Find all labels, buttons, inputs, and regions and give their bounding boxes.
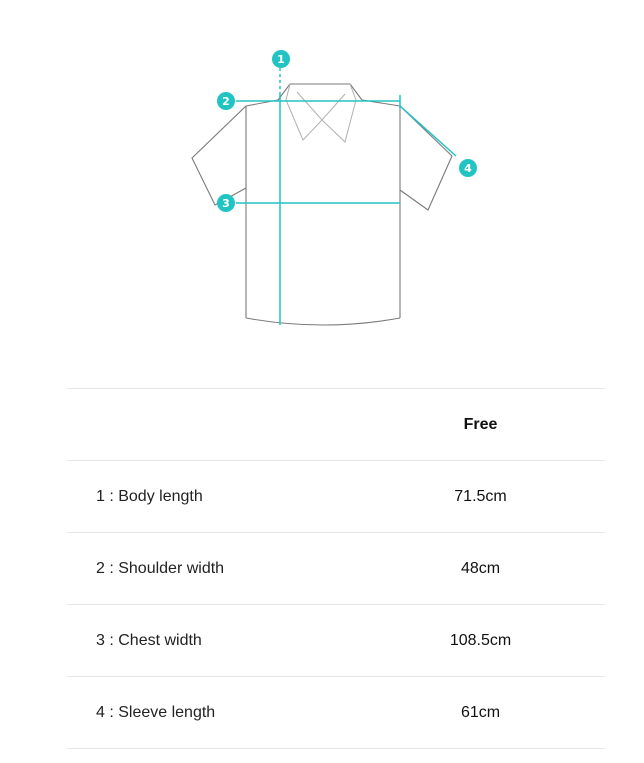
row-value: 61cm [356, 677, 605, 749]
shirt-outline-illustration [0, 0, 644, 345]
row-value: 71.5cm [356, 461, 605, 533]
row-label: 1 : Body length [67, 461, 356, 533]
header-size-free: Free [356, 389, 605, 461]
row-value: 48cm [356, 533, 605, 605]
table-row [67, 677, 605, 749]
size-table [67, 388, 605, 749]
collar-lapels [286, 84, 356, 142]
measurement-diagram [0, 0, 644, 345]
table-row [67, 461, 605, 533]
table-row [67, 605, 605, 677]
row-label: 3 : Chest width [67, 605, 356, 677]
marker-2: 2 [217, 92, 235, 110]
header-empty-cell [67, 389, 356, 461]
row-value: 108.5cm [356, 605, 605, 677]
marker-4: 4 [459, 159, 477, 177]
measurement-lines [236, 68, 456, 325]
table-header-row [67, 389, 605, 461]
marker-3: 3 [217, 194, 235, 212]
row-label: 4 : Sleeve length [67, 677, 356, 749]
marker-1: 1 [272, 50, 290, 68]
table-row [67, 533, 605, 605]
sleeve-length-line [400, 106, 456, 156]
row-label: 2 : Shoulder width [67, 533, 356, 605]
